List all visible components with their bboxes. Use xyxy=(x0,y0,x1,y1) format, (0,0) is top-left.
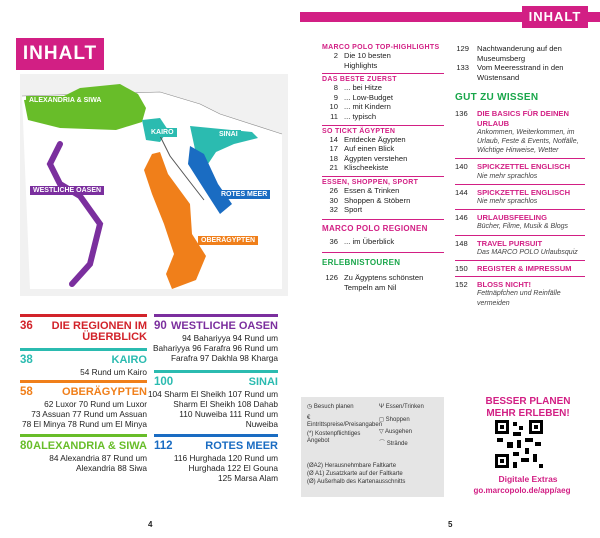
shopping-icon: ◻ xyxy=(379,417,384,423)
page-number-left: 4 xyxy=(148,520,153,529)
divider xyxy=(322,73,444,74)
toc-item: 21 Klischeekiste xyxy=(329,163,389,173)
legend-item: Ψ Essen/Trinken xyxy=(379,404,424,410)
divider xyxy=(322,125,444,126)
divider xyxy=(455,158,585,159)
money-icon: € xyxy=(307,415,311,421)
cutlery-icon: Ψ xyxy=(379,404,385,410)
region-38 xyxy=(20,348,147,377)
egypt-map-graphic xyxy=(20,74,288,296)
region-line: 62 Luxor 70 Rund um Luxor xyxy=(44,399,147,409)
section-title: ERLEBNISTOUREN xyxy=(322,258,401,268)
map-label-westliche: WESTLICHE OASEN xyxy=(30,186,104,195)
region-112 xyxy=(154,434,278,483)
section-title: DAS BESTE ZUERST xyxy=(322,76,397,84)
region-100 xyxy=(147,370,278,429)
toc-item: 26 Essen & Trinken xyxy=(329,185,400,195)
map-label-rotes-meer: ROTES MEER xyxy=(218,190,270,199)
region-line: Alexandria 88 Siwa xyxy=(75,463,147,473)
divider xyxy=(322,219,444,220)
section-title: MARCO POLO REGIONEN xyxy=(322,223,428,233)
toc-entry: 140 SPICKZETTEL ENGLISCH Nie mehr sprachlos xyxy=(455,162,571,180)
toc-item: 133 Vom Meeresstrand in den xyxy=(456,63,564,73)
legend-note: (ØA2) Herausnehmbare Faltkarte xyxy=(307,463,397,469)
region-number: 80 xyxy=(20,440,33,452)
divider xyxy=(322,252,444,253)
section-title: GUT ZU WISSEN xyxy=(455,92,539,104)
toc-entry: 148 TRAVEL PURSUIT Das MARCO POLO Urlaubsquiz xyxy=(455,238,578,256)
region-title: KAIRO xyxy=(111,354,147,366)
region-line: Nuweiba xyxy=(245,419,278,429)
toc-item: 2 Die 10 besten xyxy=(333,51,391,60)
map-label-sinai: SINAI xyxy=(216,130,241,139)
region-title: ALEXANDRIA & SIWA xyxy=(33,440,147,452)
egypt-map xyxy=(20,74,288,296)
divider xyxy=(455,209,585,210)
region-number: 58 xyxy=(20,386,33,398)
region-number: 90 xyxy=(154,320,167,332)
toc-item-cont: Wüstensand xyxy=(477,72,520,82)
toc-entry: 146 URLAUBSFEELING Bücher, Filme, Musik & Blogs xyxy=(455,213,569,231)
region-line: 125 Marsa Alam xyxy=(218,473,278,483)
legend-item: € Eintrittspreise/Preisangaben xyxy=(307,415,383,428)
page-title: INHALT xyxy=(16,38,104,70)
region-line: 73 Assuan 77 Rund um Assuan xyxy=(31,409,147,419)
toc-item: 11 ... typisch xyxy=(330,111,377,121)
region-line: 84 Alexandria 87 Rund um xyxy=(49,453,147,463)
calendar-icon: ◷ xyxy=(307,404,313,410)
region-line: 54 Rund um Kairo xyxy=(80,367,147,377)
region-80 xyxy=(20,434,147,473)
section-title: SO TICKT ÄGYPTEN xyxy=(322,127,396,135)
star-icon: (*) xyxy=(307,431,314,437)
toc-item: 36 ... im Überblick xyxy=(329,236,395,246)
region-line: Sharm El Sheikh 108 Dahab xyxy=(173,399,278,409)
region-line: 78 El Minya 78 Rund um El Minya xyxy=(22,419,147,429)
page-number-right: 5 xyxy=(448,520,453,529)
region-number: 36 xyxy=(20,320,33,332)
divider xyxy=(455,276,585,277)
promo-title: BESSER PLANEN MEHR ERLEBEN! xyxy=(485,396,571,419)
toc-item: 10 ... mit Kindern xyxy=(329,102,391,112)
region-number: 38 xyxy=(20,354,33,366)
toc-item: 18 Ägypten verstehen xyxy=(329,153,408,163)
region-line: Bahariyya 96 Farafra 96 Rund um xyxy=(153,343,278,353)
map-label-kairo: KAIRO xyxy=(148,128,177,137)
toc-item: 8 ... bei Hitze xyxy=(333,83,382,93)
region-title: ROTES MEER xyxy=(205,440,278,452)
divider xyxy=(455,260,585,261)
promo-link[interactable]: go.marcopolo.de/app/aeg xyxy=(473,486,571,495)
toc-item: 9 ... Low-Budget xyxy=(333,92,393,102)
promo-line-1: Digitale Extras xyxy=(498,474,558,484)
legend-note: (Ø A1) Zusatzkarte auf der Faltkarte xyxy=(307,471,403,477)
legend-item: ▽ Ausgehen xyxy=(379,429,412,435)
region-90 xyxy=(153,314,278,363)
map-label-oberaegypten: OBERÄGYPTEN xyxy=(198,236,258,245)
qr-code[interactable] xyxy=(495,420,543,468)
legend-item: (*) Kostenpflichtiges Angebot xyxy=(307,431,361,444)
legend-item: ⌒ Strände xyxy=(379,441,408,447)
divider xyxy=(455,235,585,236)
toc-column-3 xyxy=(455,44,585,308)
header-tab: INHALT xyxy=(522,6,588,28)
map-label-alexandria: ALEXANDRIA & SIWA xyxy=(26,96,104,105)
legend-note: (Ø) Außerhalb des Kartenausschnitts xyxy=(307,479,406,485)
region-title: SINAI xyxy=(248,376,278,388)
region-title: DIE REGIONEN IM ÜBERBLICK xyxy=(51,320,147,343)
region-line: 104 Sharm El Sheikh 107 Rund um xyxy=(147,389,278,399)
toc-item: 32 Sport xyxy=(329,205,363,215)
toc-entry: 136 DIE BASICS FÜR DEINEN URLAUB Ankommen, Weiterkommen, im Urlaub, Feste & Events, Notfälle, Wichtige Hinweise, Wetter xyxy=(455,109,579,155)
region-number: 100 xyxy=(154,376,174,388)
beach-icon: ⌒ xyxy=(379,441,386,447)
toc-item: 14 Entdecke Ägypten xyxy=(329,134,406,144)
toc-item-cont: Museumsberg xyxy=(477,53,526,63)
divider xyxy=(322,176,444,177)
toc-item: 126 Zu Ägyptens schönsten xyxy=(325,273,424,283)
toc-entry: 152 BLOSS NICHT! Fettnäpfchen und Reinfälle vermeiden xyxy=(455,280,561,307)
region-line: 116 Hurghada 120 Rund um xyxy=(173,453,278,463)
region-title: WESTLICHE OASEN xyxy=(171,320,278,332)
legend-item: ◻ Shoppen xyxy=(379,417,410,423)
region-line: 94 Bahariyya 94 Rund um xyxy=(182,333,278,343)
section-title: MARCO POLO TOP-HIGHLIGHTS xyxy=(322,44,440,51)
legend-box xyxy=(301,397,444,497)
region-line: Hurghada 122 El Gouna xyxy=(188,463,278,473)
region-number: 112 xyxy=(154,440,173,452)
toc-item-cont: Tempeln am Nil xyxy=(344,282,397,292)
toc-item-cont: Highlights xyxy=(344,60,378,70)
toc-item: 17 Auf einen Blick xyxy=(329,144,395,154)
qr-code-graphic xyxy=(495,420,543,468)
alexandria-region xyxy=(24,84,146,130)
region-line: Farafra 97 Dakhla 98 Kharga xyxy=(170,353,278,363)
divider xyxy=(455,184,585,185)
region-58 xyxy=(20,380,147,429)
region-title: OBERÄGYPTEN xyxy=(62,386,147,398)
section-title: ESSEN, SHOPPEN, SPORT xyxy=(322,178,419,186)
toc-column-2 xyxy=(322,44,444,293)
legend-item: ◷ Besuch planen xyxy=(307,404,354,410)
region-line: 110 Nuweiba 111 Rund um xyxy=(179,409,278,419)
region-36 xyxy=(20,314,147,343)
toc-item: 129 Nachtwanderung auf den xyxy=(456,44,562,53)
glass-icon: ▽ xyxy=(379,429,384,435)
toc-entry: 150 REGISTER & IMPRESSUM xyxy=(455,264,572,274)
toc-item: 30 Shoppen & Stöbern xyxy=(329,195,411,205)
toc-entry: 144 SPICKZETTEL ENGLISCH Nie mehr sprachlos xyxy=(455,187,571,205)
